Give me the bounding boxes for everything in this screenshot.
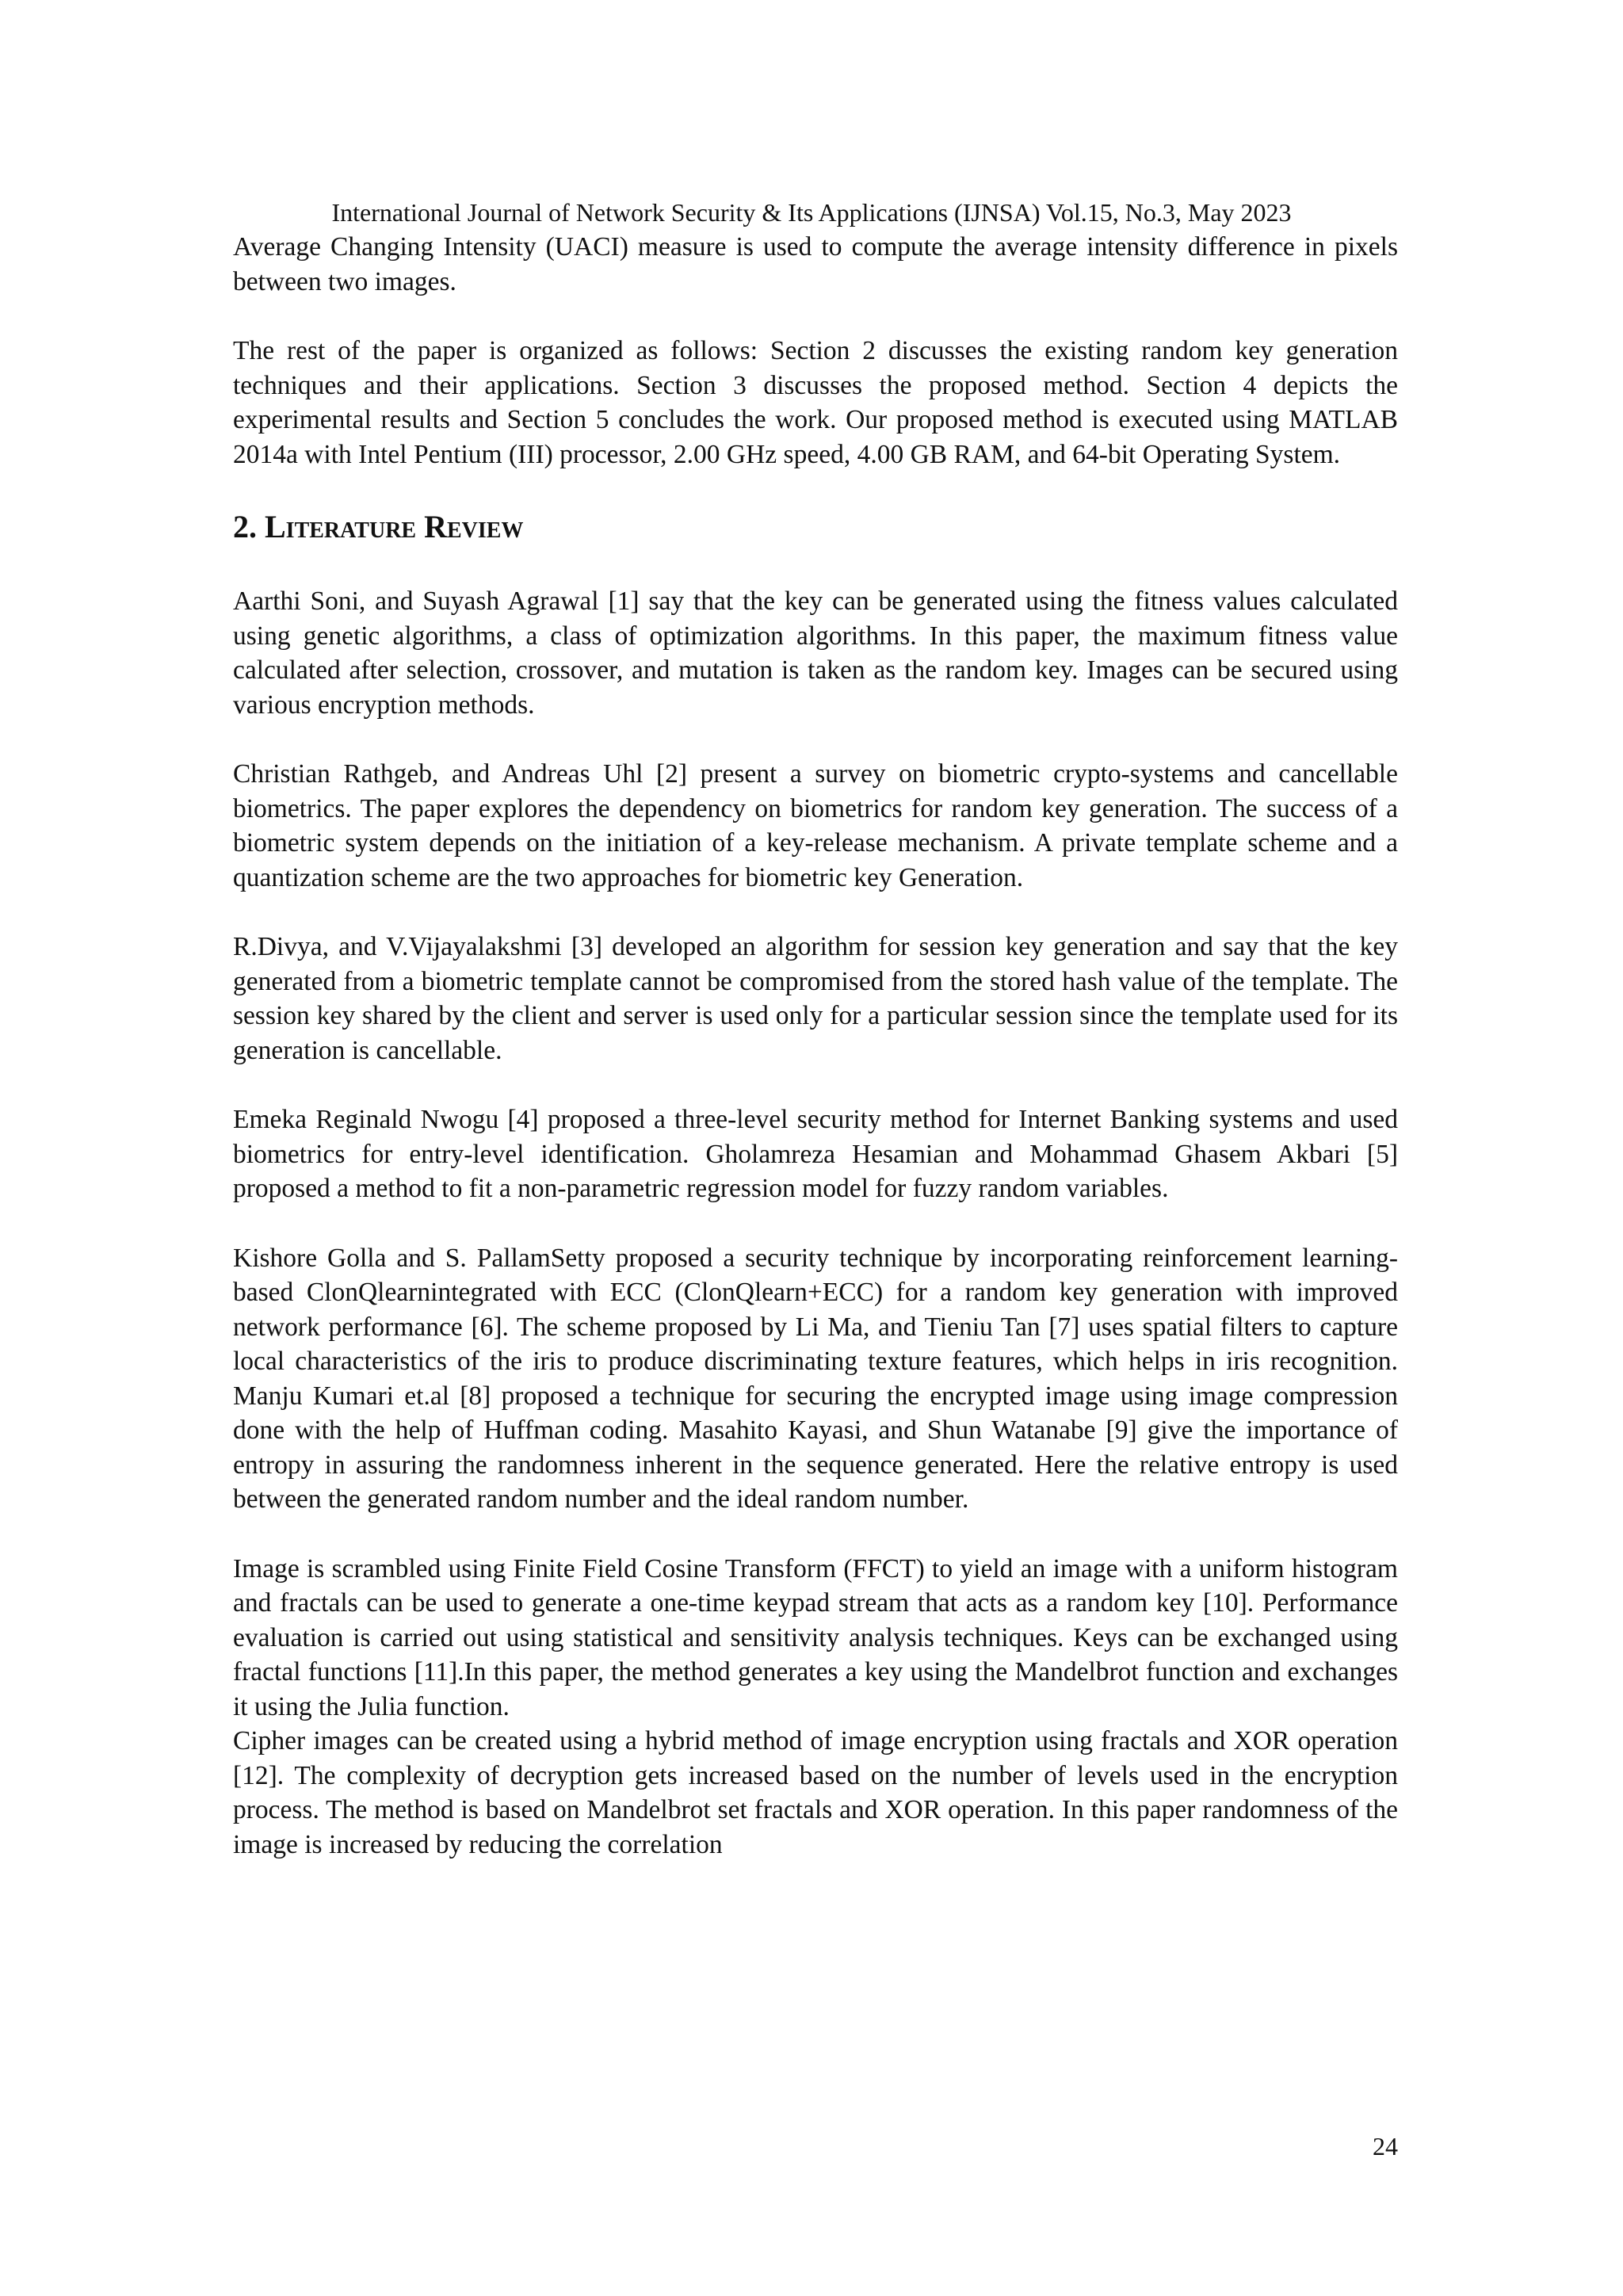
paragraph-intro-continuation: Average Changing Intensity (UACI) measure is used to compute the average intensity difference in pixels between two images. bbox=[233, 232, 1398, 296]
paragraph-paper-organization: The rest of the paper is organized as follows: Section 2 discusses the existing random key generation techniques and their applications. Section 3 discusses the proposed method. Section 4 depicts the experimental results and Section 5 concludes the work. Our proposed method is executed using MATLAB 2014a with Intel Pentium (III) processor, 2.00 GHz speed, 4.00 GB RAM, and 64-bit Operating System. bbox=[233, 336, 1398, 469]
paragraph-literature-7: Cipher images can be created using a hybrid method of image encryption using fractals and XOR operation [12]. The complexity of decryption gets increased based on the number of levels used in the encryption process. The method is based on Mandelbrot set fractals and XOR operation. In this paper randomness of the image is increased by reducing the correlation bbox=[233, 1726, 1398, 1859]
paragraph-literature-5: Kishore Golla and S. PallamSetty proposed a security technique by incorporating reinforcement learning-based ClonQlearnintegrated with ECC (ClonQlearn+ECC) for a random key generation with improved network performance [6]. The scheme proposed by Li Ma, and Tieniu Tan [7] uses spatial filters to capture local characteristics of the iris to produce discriminating texture features, which helps in iris recognition. Manju Kumari et.al [8] proposed a technique for securing the encrypted image using image compression done with the help of Huffman coding. Masahito Kayasi, and Shun Watanabe [9] give the importance of entropy in assuring the randomness inherent in the sequence generated. Here the relative entropy is used between the generated random number and the ideal random number. bbox=[233, 1243, 1398, 1514]
section-number: 2. bbox=[233, 509, 257, 544]
section-heading-literature-review bbox=[233, 506, 1398, 548]
paragraph-literature-1: Aarthi Soni, and Suyash Agrawal [1] say that the key can be generated using the fitness values calculated using genetic algorithms, a class of optimization algorithms. In this paper, the maximum fitness value calculated after selection, crossover, and mutation is taken as the random key. Images can be secured using various encryption methods. bbox=[233, 586, 1398, 720]
paragraph-literature-2: Christian Rathgeb, and Andreas Uhl [2] present a survey on biometric crypto-systems and cancellable biometrics. The paper explores the dependency on biometrics for random key generation. The success of a biometric system depends on the initiation of a key-release mechanism. A private template scheme and a quantization scheme are the two approaches for biometric key Generation. bbox=[233, 759, 1398, 892]
section-title-word-1: Literature bbox=[265, 509, 417, 544]
running-header: International Journal of Network Security & Its Applications (IJNSA) Vol.15, No.3, May 2023 bbox=[331, 198, 1292, 227]
paragraph-literature-3: R.Divya, and V.Vijayalakshmi [3] developed an algorithm for session key generation and say that the key generated from a biometric template cannot be compromised from the stored hash value of the template. The session key shared by the client and server is used only for a particular session since the template used for its generation is cancellable. bbox=[233, 932, 1398, 1065]
page-number: 24 bbox=[1373, 2132, 1398, 2160]
paragraph-literature-4: Emeka Reginald Nwogu [4] proposed a three-level security method for Internet Banking systems and used biometrics for entry-level identification. Gholamreza Hesamian and Mohammad Ghasem Akbari [5] proposed a method to fit a non-parametric regression model for fuzzy random variables. bbox=[233, 1105, 1398, 1203]
paragraph-literature-6: Image is scrambled using Finite Field Cosine Transform (FFCT) to yield an image with a uniform histogram and fractals can be used to generate a one-time keypad stream that acts as a random key [10]. Performance evaluation is carried out using statistical and sensitivity analysis techniques. Keys can be exchanged using fractal functions [11].In this paper, the method generates a key using the Mandelbrot function and exchanges it using the Julia function. bbox=[233, 1553, 1398, 1721]
section-title-word-2: Review bbox=[424, 509, 524, 544]
body-text bbox=[233, 230, 1398, 1862]
